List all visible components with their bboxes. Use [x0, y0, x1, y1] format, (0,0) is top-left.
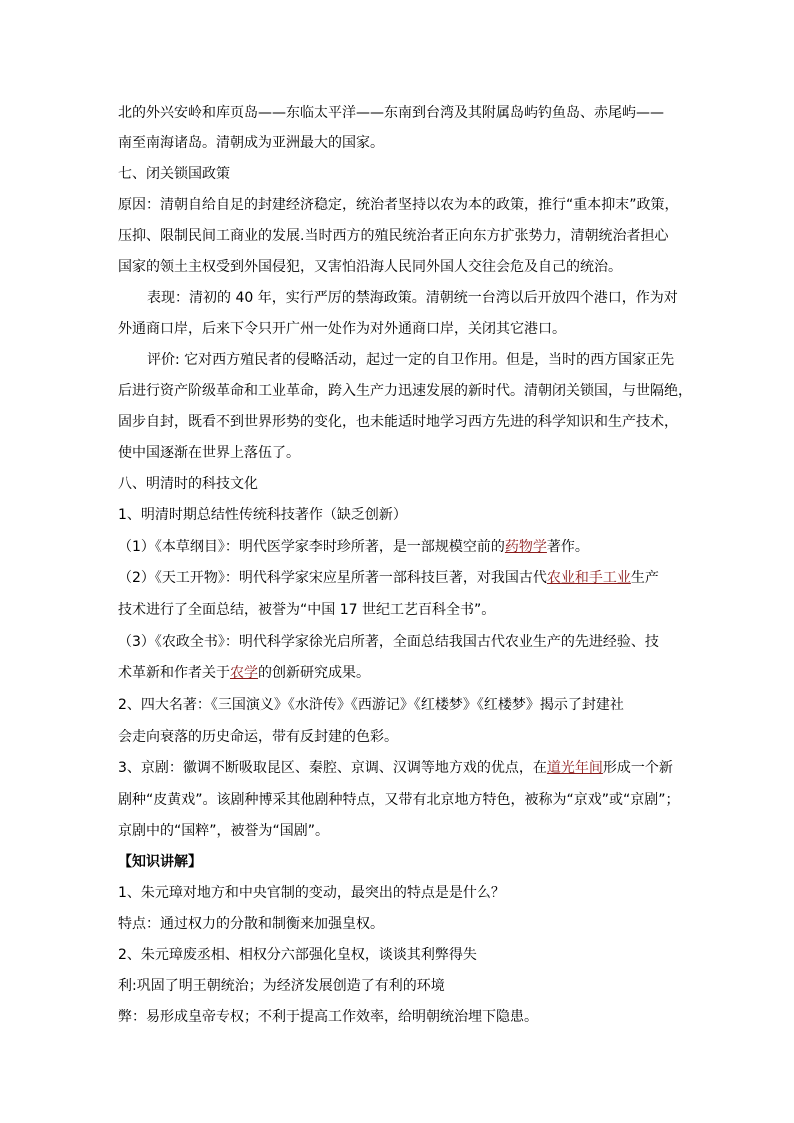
agriculture-handicraft-link[interactable]: 农业和手工业	[546, 570, 631, 586]
text-segment: 术革新和作者关于	[118, 665, 230, 681]
text-line: （3）《农政全书》：明代科学家徐光启所著，全面总结我国古代农业生产的先进经验、技	[118, 634, 659, 650]
pharmacology-link[interactable]: 药物学	[504, 539, 547, 555]
text-segment: 生产	[630, 570, 659, 586]
text-line: 南至南海诸岛。清朝成为亚洲最大的国家。	[118, 135, 384, 151]
text-line: 1、明清时期总结性传统科技著作（缺乏创新）	[118, 507, 407, 523]
text-line: 弊：易形成皇帝专权；不利于提高工作效率，给明朝统治埋下隐患。	[118, 1009, 538, 1025]
text-segment: 的创新研究成果。	[258, 665, 370, 681]
agronomy-link[interactable]: 农学	[230, 665, 258, 681]
text-line: 2、朱元璋废丞相、相权分六部强化皇权，谈谈其利弊得失	[118, 947, 477, 963]
text-line: 评价: 它对西方殖民者的侵略活动，起过一定的自卫作用。但是，当时的西方国家正先	[147, 352, 675, 368]
text-line: 压抑、限制民间工商业的发展.当时西方的殖民统治者正向东方扩张势力，清朝统治者担心	[118, 228, 669, 244]
text-line: 1、朱元璋对地方和中央官制的变动，最突出的特点是是什么？	[118, 885, 505, 901]
text-line: 外通商口岸，后来下令只开广州一处作为对外通商口岸，关闭其它港口。	[118, 321, 566, 337]
text-line: 国家的领土主权受到外国侵犯，又害怕沿海人民同外国人交往会危及自己的统治。	[118, 259, 622, 275]
text-line: 后进行资产阶级革命和工业革命，跨入生产力迅速发展的新时代。清朝闭关锁国，与世隔绝，	[118, 383, 692, 399]
text-segment: 3、京剧：徽调不断吸取昆区、秦腔、京调、汉调等地方戏的优点，在	[118, 760, 547, 776]
text-segment: 形成一个新	[602, 760, 673, 776]
text-line: 使中国逐渐在世界上落伍了。	[118, 445, 300, 461]
section-heading: 七、闭关锁国政策	[118, 166, 230, 182]
text-line: 会走向衰落的历史命运，带有反封建的色彩。	[118, 729, 398, 745]
text-line: 表现：清初的 40 年，实行严厉的禁海政策。清朝统一台湾以后开放四个港口，作为对	[147, 290, 678, 306]
text-segment: 著作。	[546, 539, 589, 555]
text-line	[118, 758, 673, 778]
text-line: 原因：清朝自给自足的封建经济稳定，统治者坚持以农为本的政策，推行“重本抑末”政策，	[118, 197, 679, 213]
text-line: 利:巩固了明王朝统治；为经济发展创造了有利的环境	[118, 978, 445, 994]
daoguang-era-link[interactable]: 道光年间	[546, 760, 603, 776]
text-line	[118, 537, 589, 557]
text-line: 技术进行了全面总结，被誉为“中国 17 世纪工艺百科全书”。	[118, 602, 496, 618]
section-heading: 八、明清时的科技文化	[118, 476, 258, 492]
text-line: 京剧中的“国粹”，被誉为“国剧”。	[118, 823, 330, 839]
knowledge-heading: 【知识讲解】	[118, 854, 202, 870]
text-segment: （1）《本草纲目》：明代医学家李时珍所著，是一部规模空前的	[118, 539, 505, 555]
text-line: 剧种“皮黄戏”。该剧种博采其他剧种特点，又带有北京地方特色，被称为“京戏”或“京剧”；	[118, 792, 680, 808]
text-line: 2、四大名著：《三国演义》《水浒传》《西游记》《红楼梦》《红楼梦》揭示了封建社	[118, 697, 624, 713]
text-line	[118, 568, 659, 588]
text-line: 特点：通过权力的分散和制衡来加强皇权。	[118, 916, 384, 932]
text-line	[118, 663, 370, 683]
text-line: 北的外兴安岭和库页岛——东临太平洋——东南到台湾及其附属岛屿钓鱼岛、赤尾屿——	[118, 105, 664, 121]
text-segment: （2）《天工开物》：明代科学家宋应星所著一部科技巨著，对我国古代	[118, 570, 547, 586]
text-line: 固步自封，既看不到世界形势的变化，也未能适时地学习西方先进的科学知识和生产技术，	[118, 414, 678, 430]
